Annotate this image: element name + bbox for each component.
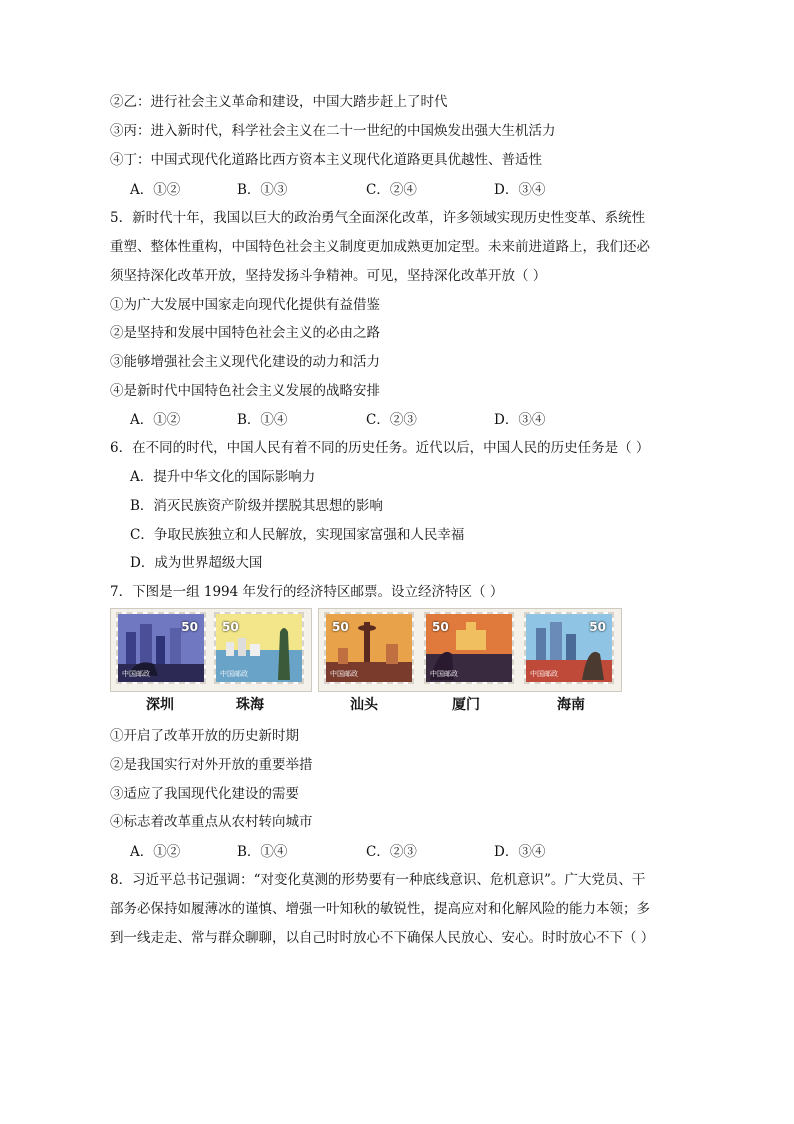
q5-item-1: ①为广大发展中国家走向现代化提供有益借鉴 — [110, 297, 380, 313]
q5-option-a[interactable]: A．①② — [130, 412, 181, 428]
stamp-caption-xiamen: 厦门 — [452, 697, 480, 713]
q8-stem-line1: 8．习近平总书记强调：“对变化莫测的形势要有一种底线意识、危机意识”。广大党员、干 — [110, 872, 646, 888]
q5-item-3: ③能够增强社会主义现代化建设的动力和活力 — [110, 354, 380, 370]
stamp-post-mark: 中国邮政 — [330, 670, 358, 678]
q8-stem-line2: 部务必保持如履薄冰的谨慎、增强一叶知秋的敏锐性，提高应对和化解风险的能力本领；多 — [110, 901, 650, 917]
stamp-caption-shantou: 汕头 — [350, 697, 378, 713]
stamp-xiamen — [424, 612, 514, 684]
q7-option-d[interactable]: D．③④ — [494, 844, 546, 860]
q8-stem-line3: 到一线走走、常与群众聊聊，以自己时时放心不下确保人民放心、安心。时时放心不下（ ） — [110, 930, 655, 946]
stamp-set-image — [110, 608, 622, 716]
stamp-post-mark: 中国邮政 — [122, 670, 150, 678]
stamp-post-mark: 中国邮政 — [220, 670, 248, 678]
q6-option-b[interactable]: B．消灭民族资产阶级并摆脱其思想的影响 — [130, 498, 383, 514]
stamp-shantou — [324, 612, 414, 684]
q5-stem-line1: 5．新时代十年，我国以巨大的政治勇气全面深化改革，许多领域实现历史性变革、系统性 — [110, 210, 646, 226]
q5-item-4: ④是新时代中国特色社会主义发展的战略安排 — [110, 383, 380, 399]
stamp-caption-hainan: 海南 — [557, 697, 585, 713]
q7-item-4: ④标志着改革重点从农村转向城市 — [110, 814, 313, 830]
q4-item-4: ④丁：中国式现代化道路比西方资本主义现代化道路更具优越性、普适性 — [110, 152, 542, 168]
stamp-zhuhai — [214, 612, 304, 684]
q7-option-c[interactable]: C．②③ — [366, 844, 417, 860]
stamp-value: 50 — [432, 620, 449, 634]
q4-option-b[interactable]: B．①③ — [237, 182, 288, 198]
q5-stem-line2: 重塑、整体性重构，中国特色社会主义制度更加成熟更加定型。未来前进道路上，我们还必 — [110, 239, 650, 255]
q7-item-3: ③适应了我国现代化建设的需要 — [110, 786, 299, 802]
stamp-caption-zhuhai: 珠海 — [236, 697, 264, 713]
q7-option-a[interactable]: A．①② — [130, 844, 181, 860]
q4-item-3: ③丙：进入新时代，科学社会主义在二十一世纪的中国焕发出强大生机活力 — [110, 123, 556, 139]
q4-item-2: ②乙：进行社会主义革命和建设，中国大踏步赶上了时代 — [110, 94, 448, 110]
stamp-shenzhen — [116, 612, 206, 684]
q6-option-a[interactable]: A．提升中华文化的国际影响力 — [130, 469, 316, 485]
q6-option-d[interactable]: D．成为世界超级大国 — [130, 555, 263, 571]
stamp-post-mark: 中国邮政 — [530, 670, 558, 678]
q6-stem: 6．在不同的时代，中国人民有着不同的历史任务。近代以后，中国人民的历史任务是（ ） — [110, 440, 650, 456]
stamp-value: 50 — [181, 620, 198, 634]
q4-option-a[interactable]: A．①② — [130, 182, 181, 198]
stamp-value: 50 — [222, 620, 239, 634]
stamp-post-mark: 中国邮政 — [430, 670, 458, 678]
q4-option-d[interactable]: D．③④ — [494, 182, 546, 198]
stamp-hainan — [524, 612, 614, 684]
stamp-value: 50 — [332, 620, 349, 634]
q5-item-2: ②是坚持和发展中国特色社会主义的必由之路 — [110, 325, 380, 341]
q5-option-d[interactable]: D．③④ — [494, 412, 546, 428]
q7-option-b[interactable]: B．①④ — [237, 844, 288, 860]
q7-item-1: ①开启了改革开放的历史新时期 — [110, 728, 299, 744]
q7-stem: 7．下图是一组 1994 年发行的经济特区邮票。设立经济特区（ ） — [110, 584, 504, 600]
q5-stem-line3: 须坚持深化改革开放，坚持发扬斗争精神。可见，坚持深化改革开放（ ） — [110, 268, 547, 284]
stamp-value: 50 — [589, 620, 606, 634]
q7-item-2: ②是我国实行对外开放的重要举措 — [110, 757, 313, 773]
q5-option-b[interactable]: B．①④ — [237, 412, 288, 428]
q5-option-c[interactable]: C．②③ — [366, 412, 417, 428]
q4-option-c[interactable]: C．②④ — [366, 182, 417, 198]
q6-option-c[interactable]: C．争取民族独立和人民解放，实现国家富强和人民幸福 — [130, 527, 465, 543]
stamp-caption-shenzhen: 深圳 — [146, 697, 174, 713]
